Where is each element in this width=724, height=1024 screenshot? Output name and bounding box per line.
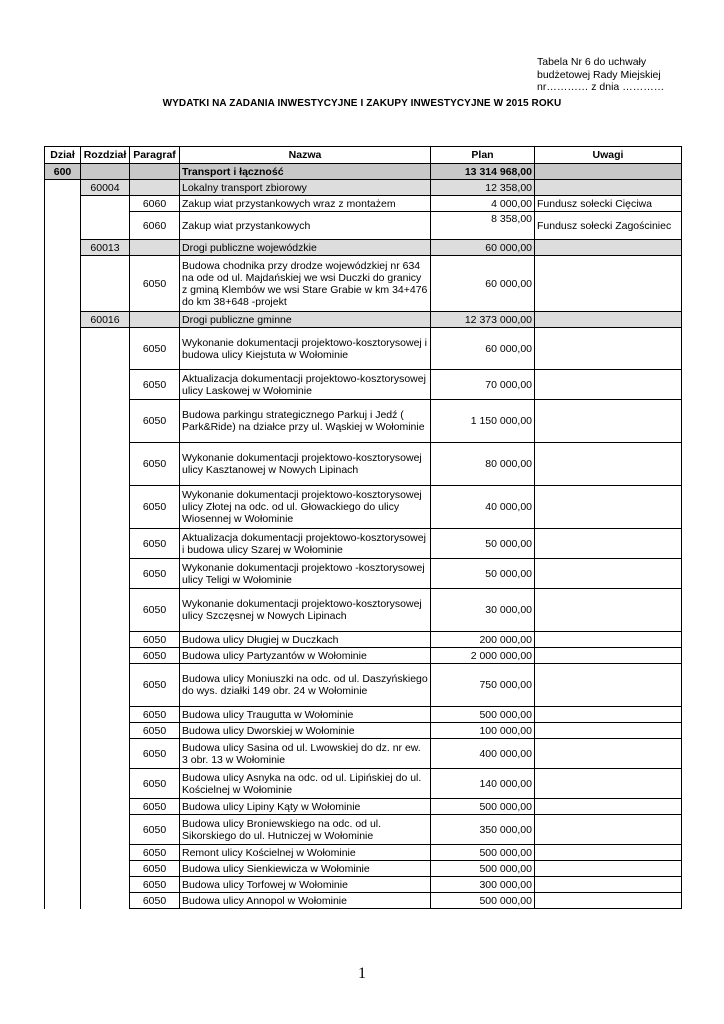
paragraf-cell: 6050: [130, 664, 180, 707]
resolution-note-line3: nr………… z dnia …………: [537, 81, 665, 93]
plan-cell: 500 000,00: [431, 893, 535, 909]
dzial-spacer: [45, 370, 81, 400]
rozdzial-spacer: [81, 212, 130, 240]
paragraf-cell: 6050: [130, 443, 180, 486]
paragraf-cell: 6050: [130, 845, 180, 861]
notes-cell: [535, 632, 682, 648]
plan-cell: 140 000,00: [431, 769, 535, 799]
dzial-spacer: [45, 632, 81, 648]
name-cell: Wykonanie dokumentacji projektowo-kosztorysowej ulicy Złotej na odc. od ul. Głowackiego do ulicy Wiosennej w Wołominie: [180, 486, 431, 529]
rozdzial-code: 60016: [81, 312, 130, 328]
plan-cell: 30 000,00: [431, 589, 535, 632]
plan-cell: 8 358,00: [431, 212, 535, 240]
plan-cell: 200 000,00: [431, 632, 535, 648]
paragraf-cell: 6050: [130, 815, 180, 845]
notes-cell: [535, 723, 682, 739]
name-cell: Budowa ulicy Torfowej w Wołominie: [180, 877, 431, 893]
table-row: [45, 328, 682, 370]
plan-cell: 80 000,00: [431, 443, 535, 486]
dzial-uwagi: [535, 164, 682, 180]
dzial-empty-rozdzial: [81, 164, 130, 180]
rozdzial-spacer: [81, 723, 130, 739]
paragraf-cell: 6060: [130, 212, 180, 240]
name-cell: Aktualizacja dokumentacji projektowo-kosztorysowej i budowa ulicy Szarej w Wołominie: [180, 529, 431, 559]
name-cell: Zakup wiat przystankowych: [180, 212, 431, 240]
dzial-spacer: [45, 893, 81, 909]
rozdzial-spacer: [81, 196, 130, 212]
rozdzial-spacer: [81, 799, 130, 815]
name-cell: Budowa parkingu strategicznego Parkuj i Jedź ( Park&Ride) na działce przy ul. Wąskiej w Wołominie: [180, 400, 431, 443]
paragraf-cell: 6050: [130, 589, 180, 632]
dzial-spacer: [45, 256, 81, 312]
plan-cell: 70 000,00: [431, 370, 535, 400]
table-row: [45, 632, 682, 648]
dzial-spacer: [45, 664, 81, 707]
rozdzial-spacer: [81, 648, 130, 664]
dzial-row: [45, 164, 682, 180]
rozdzial-spacer: [81, 632, 130, 648]
name-cell: Budowa ulicy Broniewskiego na odc. od ul. Sikorskiego do ul. Hutniczej w Wołominie: [180, 815, 431, 845]
investment-table: [44, 146, 682, 909]
rozdzial-code: 60004: [81, 180, 130, 196]
name-cell: Budowa ulicy Partyzantów w Wołominie: [180, 648, 431, 664]
table-row: [45, 196, 682, 212]
rozdzial-spacer: [81, 256, 130, 312]
paragraf-cell: 6050: [130, 723, 180, 739]
table-row: [45, 400, 682, 443]
rozdzial-row-60016: [45, 312, 682, 328]
rozdzial-spacer: [81, 328, 130, 370]
rozdzial-spacer: [81, 815, 130, 845]
notes-cell: [535, 648, 682, 664]
dzial-spacer: [45, 529, 81, 559]
plan-cell: 500 000,00: [431, 845, 535, 861]
name-cell: Wykonanie dokumentacji projektowo-kosztorysowej ulicy Szczęsnej w Nowych Lipinach: [180, 589, 431, 632]
plan-cell: 50 000,00: [431, 559, 535, 589]
table-row: [45, 559, 682, 589]
name-cell: Remont ulicy Kościelnej w Wołominie: [180, 845, 431, 861]
notes-cell: [535, 893, 682, 909]
name-cell: Aktualizacja dokumentacji projektowo-kosztorysowej ulicy Laskowej w Wołominie: [180, 370, 431, 400]
notes-cell: Fundusz sołecki Zagościniec: [535, 212, 682, 240]
rozdzial-spacer: [81, 739, 130, 769]
name-cell: Budowa ulicy Sasina od ul. Lwowskiej do dz. nr ew. 3 obr. 13 w Wołominie: [180, 739, 431, 769]
rozdzial-name: Lokalny transport zbiorowy: [180, 180, 431, 196]
notes-cell: [535, 664, 682, 707]
dzial-spacer: [45, 877, 81, 893]
dzial-empty-paragraf: [130, 164, 180, 180]
dzial-code: 600: [45, 164, 81, 180]
table-row: [45, 589, 682, 632]
table-row: [45, 256, 682, 312]
name-cell: Budowa ulicy Moniuszki na odc. od ul. Daszyńskiego do wys. działki 149 obr. 24 w Wołominie: [180, 664, 431, 707]
document-title: WYDATKI NA ZADANIA INWESTYCYJNE I ZAKUPY INWESTYCYJNE W 2015 ROKU: [162, 98, 562, 109]
paragraf-cell: 6050: [130, 370, 180, 400]
table-row: [45, 861, 682, 877]
rozdzial-spacer: [81, 769, 130, 799]
paragraf-cell: 6050: [130, 707, 180, 723]
plan-cell: 1 150 000,00: [431, 400, 535, 443]
paragraf-cell: 6050: [130, 559, 180, 589]
rozdzial-spacer: [81, 893, 130, 909]
rozdzial-row-60004: [45, 180, 682, 196]
paragraf-cell: 6050: [130, 861, 180, 877]
rozdzial-code: 60013: [81, 240, 130, 256]
notes-cell: [535, 328, 682, 370]
rozdzial-spacer: [81, 443, 130, 486]
notes-cell: [535, 370, 682, 400]
paragraf-cell: 6050: [130, 648, 180, 664]
plan-cell: 350 000,00: [431, 815, 535, 845]
paragraf-cell: 6050: [130, 400, 180, 443]
rozdzial-spacer: [81, 664, 130, 707]
rozdzial-plan: 12 373 000,00: [431, 312, 535, 328]
header-uwagi: Uwagi: [535, 147, 682, 164]
plan-cell: 2 000 000,00: [431, 648, 535, 664]
notes-cell: [535, 815, 682, 845]
resolution-note-line1: Tabela Nr 6 do uchwały: [537, 56, 647, 68]
paragraf-cell: 6050: [130, 256, 180, 312]
paragraf-cell: 6060: [130, 196, 180, 212]
dzial-spacer: [45, 486, 81, 529]
header-plan: Plan: [431, 147, 535, 164]
notes-cell: [535, 529, 682, 559]
dzial-spacer: [45, 769, 81, 799]
table-row: [45, 648, 682, 664]
resolution-note: [537, 56, 717, 94]
plan-cell: 60 000,00: [431, 328, 535, 370]
dzial-spacer: [45, 648, 81, 664]
table-row: [45, 664, 682, 707]
header-dzial: Dział: [45, 147, 81, 164]
rozdzial-spacer: [81, 400, 130, 443]
name-cell: Wykonanie dokumentacji projektowo-kosztorysowej i budowa ulicy Kiejstuta w Wołominie: [180, 328, 431, 370]
table-row: [45, 769, 682, 799]
notes-cell: [535, 769, 682, 799]
notes-cell: [535, 877, 682, 893]
table-row: [45, 893, 682, 909]
plan-cell: 60 000,00: [431, 256, 535, 312]
rozdzial-spacer: [81, 861, 130, 877]
dzial-spacer: [45, 559, 81, 589]
rozdzial-spacer: [81, 877, 130, 893]
name-cell: Budowa ulicy Asnyka na odc. od ul. Lipińskiej do ul. Kościelnej w Wołominie: [180, 769, 431, 799]
name-cell: Wykonanie dokumentacji projektowo-kosztorysowej ulicy Kasztanowej w Nowych Lipinach: [180, 443, 431, 486]
rozdzial-spacer: [81, 370, 130, 400]
notes-cell: [535, 559, 682, 589]
notes-cell: [535, 861, 682, 877]
rozdzial-empty-paragraf: [130, 312, 180, 328]
table-header-row: [45, 147, 682, 164]
notes-cell: [535, 443, 682, 486]
paragraf-cell: 6050: [130, 799, 180, 815]
table-row: [45, 370, 682, 400]
page-number: 1: [358, 965, 366, 982]
table-row: [45, 212, 682, 240]
dzial-spacer: [45, 815, 81, 845]
table-row: [45, 739, 682, 769]
dzial-spacer: [45, 707, 81, 723]
dzial-spacer: [45, 799, 81, 815]
paragraf-cell: 6050: [130, 877, 180, 893]
table-row: [45, 815, 682, 845]
name-cell: Budowa ulicy Długiej w Duczkach: [180, 632, 431, 648]
plan-cell: 300 000,00: [431, 877, 535, 893]
notes-cell: [535, 486, 682, 529]
plan-cell: 100 000,00: [431, 723, 535, 739]
dzial-spacer: [45, 196, 81, 212]
dzial-spacer: [45, 212, 81, 240]
paragraf-cell: 6050: [130, 739, 180, 769]
rozdzial-spacer: [81, 589, 130, 632]
name-cell: Zakup wiat przystankowych wraz z montażem: [180, 196, 431, 212]
rozdzial-spacer: [81, 486, 130, 529]
notes-cell: [535, 256, 682, 312]
notes-cell: Fundusz sołecki Cięciwa: [535, 196, 682, 212]
name-cell: Wykonanie dokumentacji projektowo -kosztorysowej ulicy Teligi w Wołominie: [180, 559, 431, 589]
name-cell: Budowa ulicy Dworskiej w Wołominie: [180, 723, 431, 739]
paragraf-cell: 6050: [130, 328, 180, 370]
rozdzial-empty-paragraf: [130, 180, 180, 196]
dzial-spacer: [45, 845, 81, 861]
dzial-spacer: [45, 400, 81, 443]
plan-cell: 400 000,00: [431, 739, 535, 769]
name-cell: Budowa ulicy Lipiny Kąty w Wołominie: [180, 799, 431, 815]
rozdzial-spacer: [81, 529, 130, 559]
rozdzial-plan: 60 000,00: [431, 240, 535, 256]
dzial-spacer: [45, 739, 81, 769]
name-cell: Budowa ulicy Sienkiewicza w Wołominie: [180, 861, 431, 877]
resolution-note-line2: budżetowej Rady Miejskiej: [537, 68, 661, 81]
dzial-spacer: [45, 328, 81, 370]
table-row: [45, 443, 682, 486]
notes-cell: [535, 799, 682, 815]
notes-cell: [535, 739, 682, 769]
rozdzial-name: Drogi publiczne wojewódzkie: [180, 240, 431, 256]
notes-cell: [535, 589, 682, 632]
plan-cell: 500 000,00: [431, 707, 535, 723]
rozdzial-spacer: [81, 559, 130, 589]
paragraf-cell: 6050: [130, 529, 180, 559]
header-paragraf: Paragraf: [130, 147, 180, 164]
rozdzial-plan: 12 358,00: [431, 180, 535, 196]
notes-cell: [535, 707, 682, 723]
dzial-spacer: [45, 312, 81, 328]
plan-cell: 40 000,00: [431, 486, 535, 529]
paragraf-cell: 6050: [130, 486, 180, 529]
dzial-spacer: [45, 589, 81, 632]
plan-cell: 50 000,00: [431, 529, 535, 559]
rozdzial-row-60013: [45, 240, 682, 256]
plan-cell: 4 000,00: [431, 196, 535, 212]
dzial-plan: 13 314 968,00: [431, 164, 535, 180]
rozdzial-uwagi: [535, 312, 682, 328]
plan-cell: 500 000,00: [431, 799, 535, 815]
plan-cell: 500 000,00: [431, 861, 535, 877]
table-row: [45, 529, 682, 559]
dzial-spacer: [45, 861, 81, 877]
paragraf-cell: 6050: [130, 893, 180, 909]
dzial-spacer: [45, 723, 81, 739]
name-cell: Budowa ulicy Traugutta w Wołominie: [180, 707, 431, 723]
table-row: [45, 845, 682, 861]
table-row: [45, 799, 682, 815]
dzial-spacer: [45, 240, 81, 256]
rozdzial-uwagi: [535, 240, 682, 256]
rozdzial-empty-paragraf: [130, 240, 180, 256]
paragraf-cell: 6050: [130, 769, 180, 799]
dzial-spacer: [45, 443, 81, 486]
header-nazwa: Nazwa: [180, 147, 431, 164]
table-row: [45, 877, 682, 893]
rozdzial-spacer: [81, 845, 130, 861]
dzial-spacer: [45, 180, 81, 196]
notes-cell: [535, 400, 682, 443]
table-row: [45, 707, 682, 723]
header-rozdzial: Rozdział: [81, 147, 130, 164]
name-cell: Budowa ulicy Annopol w Wołominie: [180, 893, 431, 909]
rozdzial-uwagi: [535, 180, 682, 196]
paragraf-cell: 6050: [130, 632, 180, 648]
dzial-name: Transport i łączność: [180, 164, 431, 180]
notes-cell: [535, 845, 682, 861]
rozdzial-spacer: [81, 707, 130, 723]
name-cell: Budowa chodnika przy drodze wojewódzkiej nr 634 na ode od ul. Majdańskiej we wsi Duczki do granicy z gminą Klembów we wsi Stare Grabie w km 34+476 do km 38+648 -projekt: [180, 256, 431, 312]
rozdzial-name: Drogi publiczne gminne: [180, 312, 431, 328]
table-row: [45, 486, 682, 529]
table-row: [45, 723, 682, 739]
plan-cell: 750 000,00: [431, 664, 535, 707]
